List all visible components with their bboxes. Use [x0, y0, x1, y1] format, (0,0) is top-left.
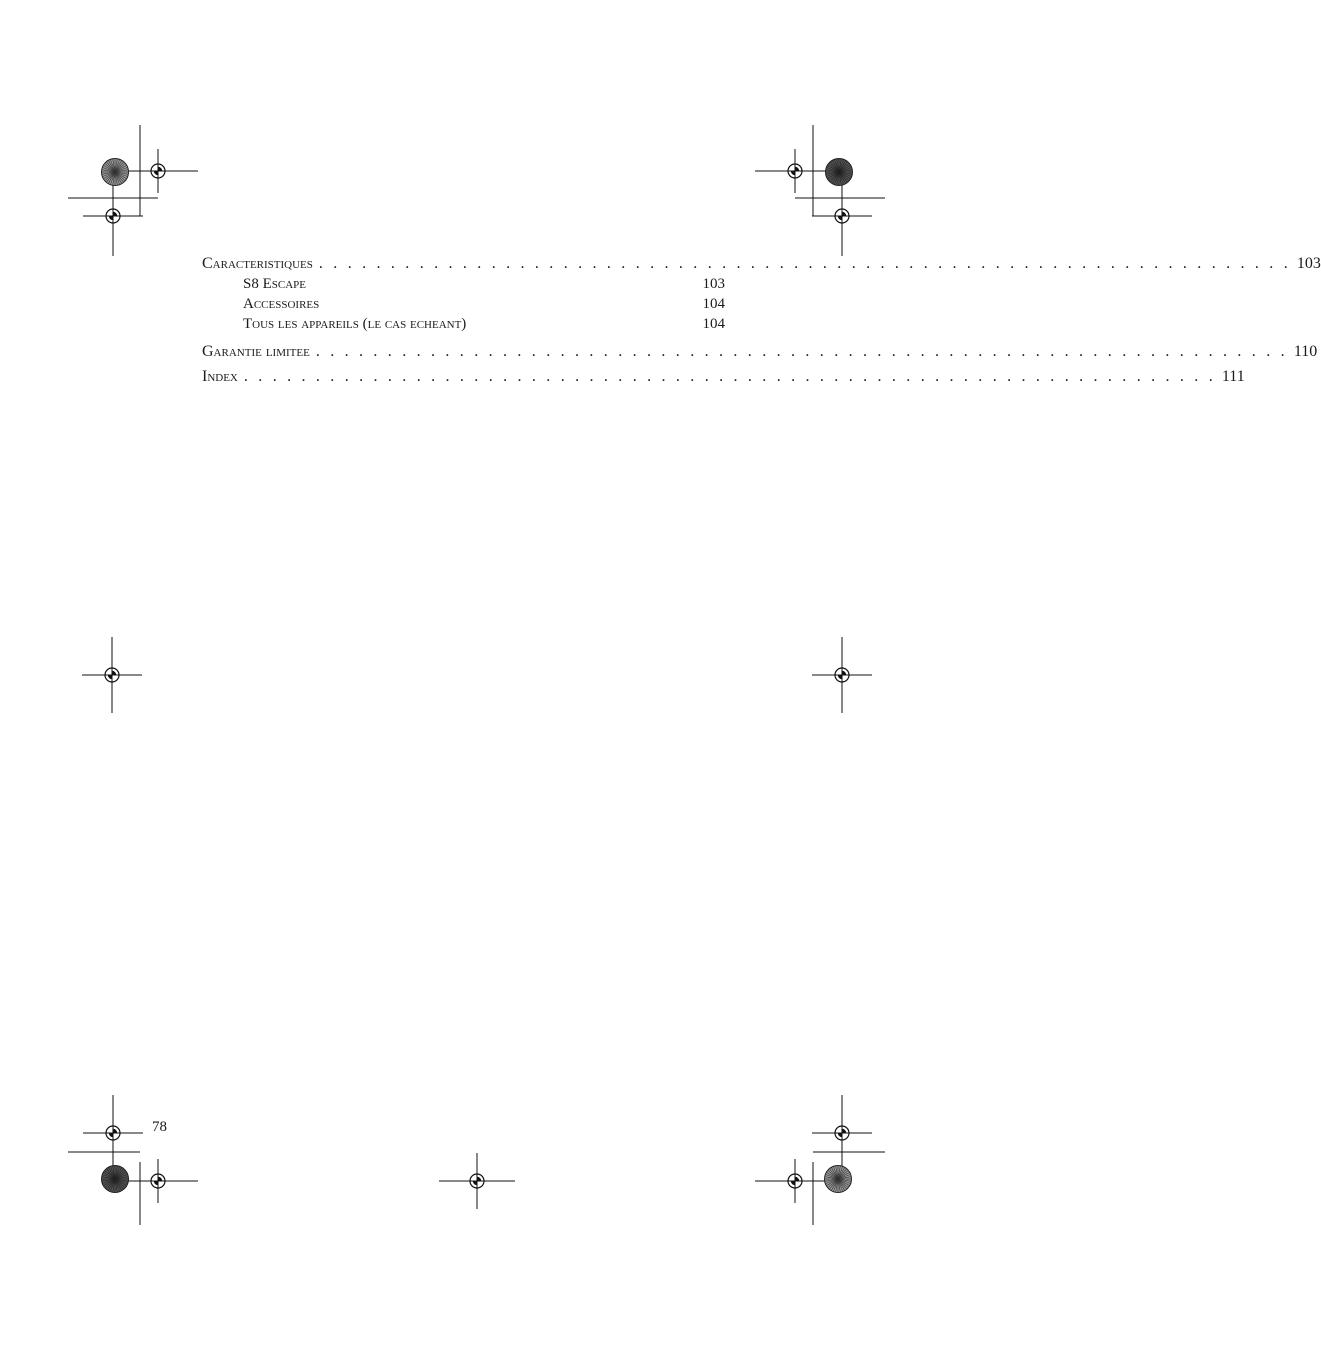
- registration-mark-icon: [812, 176, 872, 256]
- toc-entry-title: Accessoires: [243, 296, 320, 312]
- registration-mark-icon: [812, 1095, 872, 1171]
- toc-entry-page: 104: [702, 296, 725, 312]
- toc-entry-title: S8 Escape: [243, 276, 306, 292]
- dot-leader: . . . . . . . . . . . . . . . . . . . . . . . . . . . . . . . . . . . . . . . . . . . . . . . . . . . . . . . . . . . . . . . . . . . .: [318, 255, 1291, 272]
- toc-entry-title: Garantie limitee: [202, 343, 310, 360]
- dot-leader: . . . . . . . . . . . . . . . . . . . . . . . . . . . . . . . . . . . . . . . . . . . . . . . . . . . . . . . . . . . . . . . . . . . .: [315, 343, 1288, 360]
- color-wheel-icon: [826, 159, 853, 186]
- toc-entry-accessoires[interactable]: [202, 294, 725, 314]
- table-of-contents: [202, 253, 1321, 387]
- toc-entry-caracteristiques[interactable]: [202, 253, 1321, 274]
- color-wheel-icon: [102, 1166, 129, 1193]
- toc-entry-title: Index: [202, 368, 238, 385]
- registration-mark-icon: [755, 1159, 835, 1203]
- toc-entry-tous-les-appareils[interactable]: [202, 314, 725, 334]
- registration-mark-icon: [812, 637, 872, 713]
- toc-entry-title: Caracteristiques: [202, 255, 313, 272]
- toc-entry-page: 103: [702, 276, 725, 292]
- registration-mark-icon: [83, 176, 143, 256]
- toc-entry-title: Tous les appareils (le cas echeant): [243, 316, 467, 332]
- registration-mark-icon: [755, 149, 835, 193]
- registration-mark-icon: [118, 1159, 198, 1203]
- registration-mark-icon: [118, 149, 198, 193]
- toc-entry-page: 104: [702, 316, 725, 332]
- registration-mark-icon: [82, 637, 142, 713]
- registration-mark-icon: [83, 1095, 143, 1171]
- toc-entry-index[interactable]: [202, 366, 1245, 387]
- page-number: 78: [152, 1119, 167, 1135]
- color-wheel-icon: [102, 159, 129, 186]
- toc-entry-page: 111: [1221, 368, 1245, 385]
- toc-entry-page: 110: [1293, 343, 1318, 360]
- toc-entry-garantie-limitee[interactable]: [202, 341, 1318, 362]
- dot-leader: . . . . . . . . . . . . . . . . . . . . . . . . . . . . . . . . . . . . . . . . . . . . . . . . . . . . . . . . . . . . . . . . . . . .: [243, 368, 1216, 385]
- color-wheel-icon: [825, 1166, 852, 1193]
- toc-entry-s8-escape[interactable]: [202, 274, 725, 294]
- registration-mark-icon: [439, 1153, 515, 1209]
- toc-entry-page: 103: [1296, 255, 1321, 272]
